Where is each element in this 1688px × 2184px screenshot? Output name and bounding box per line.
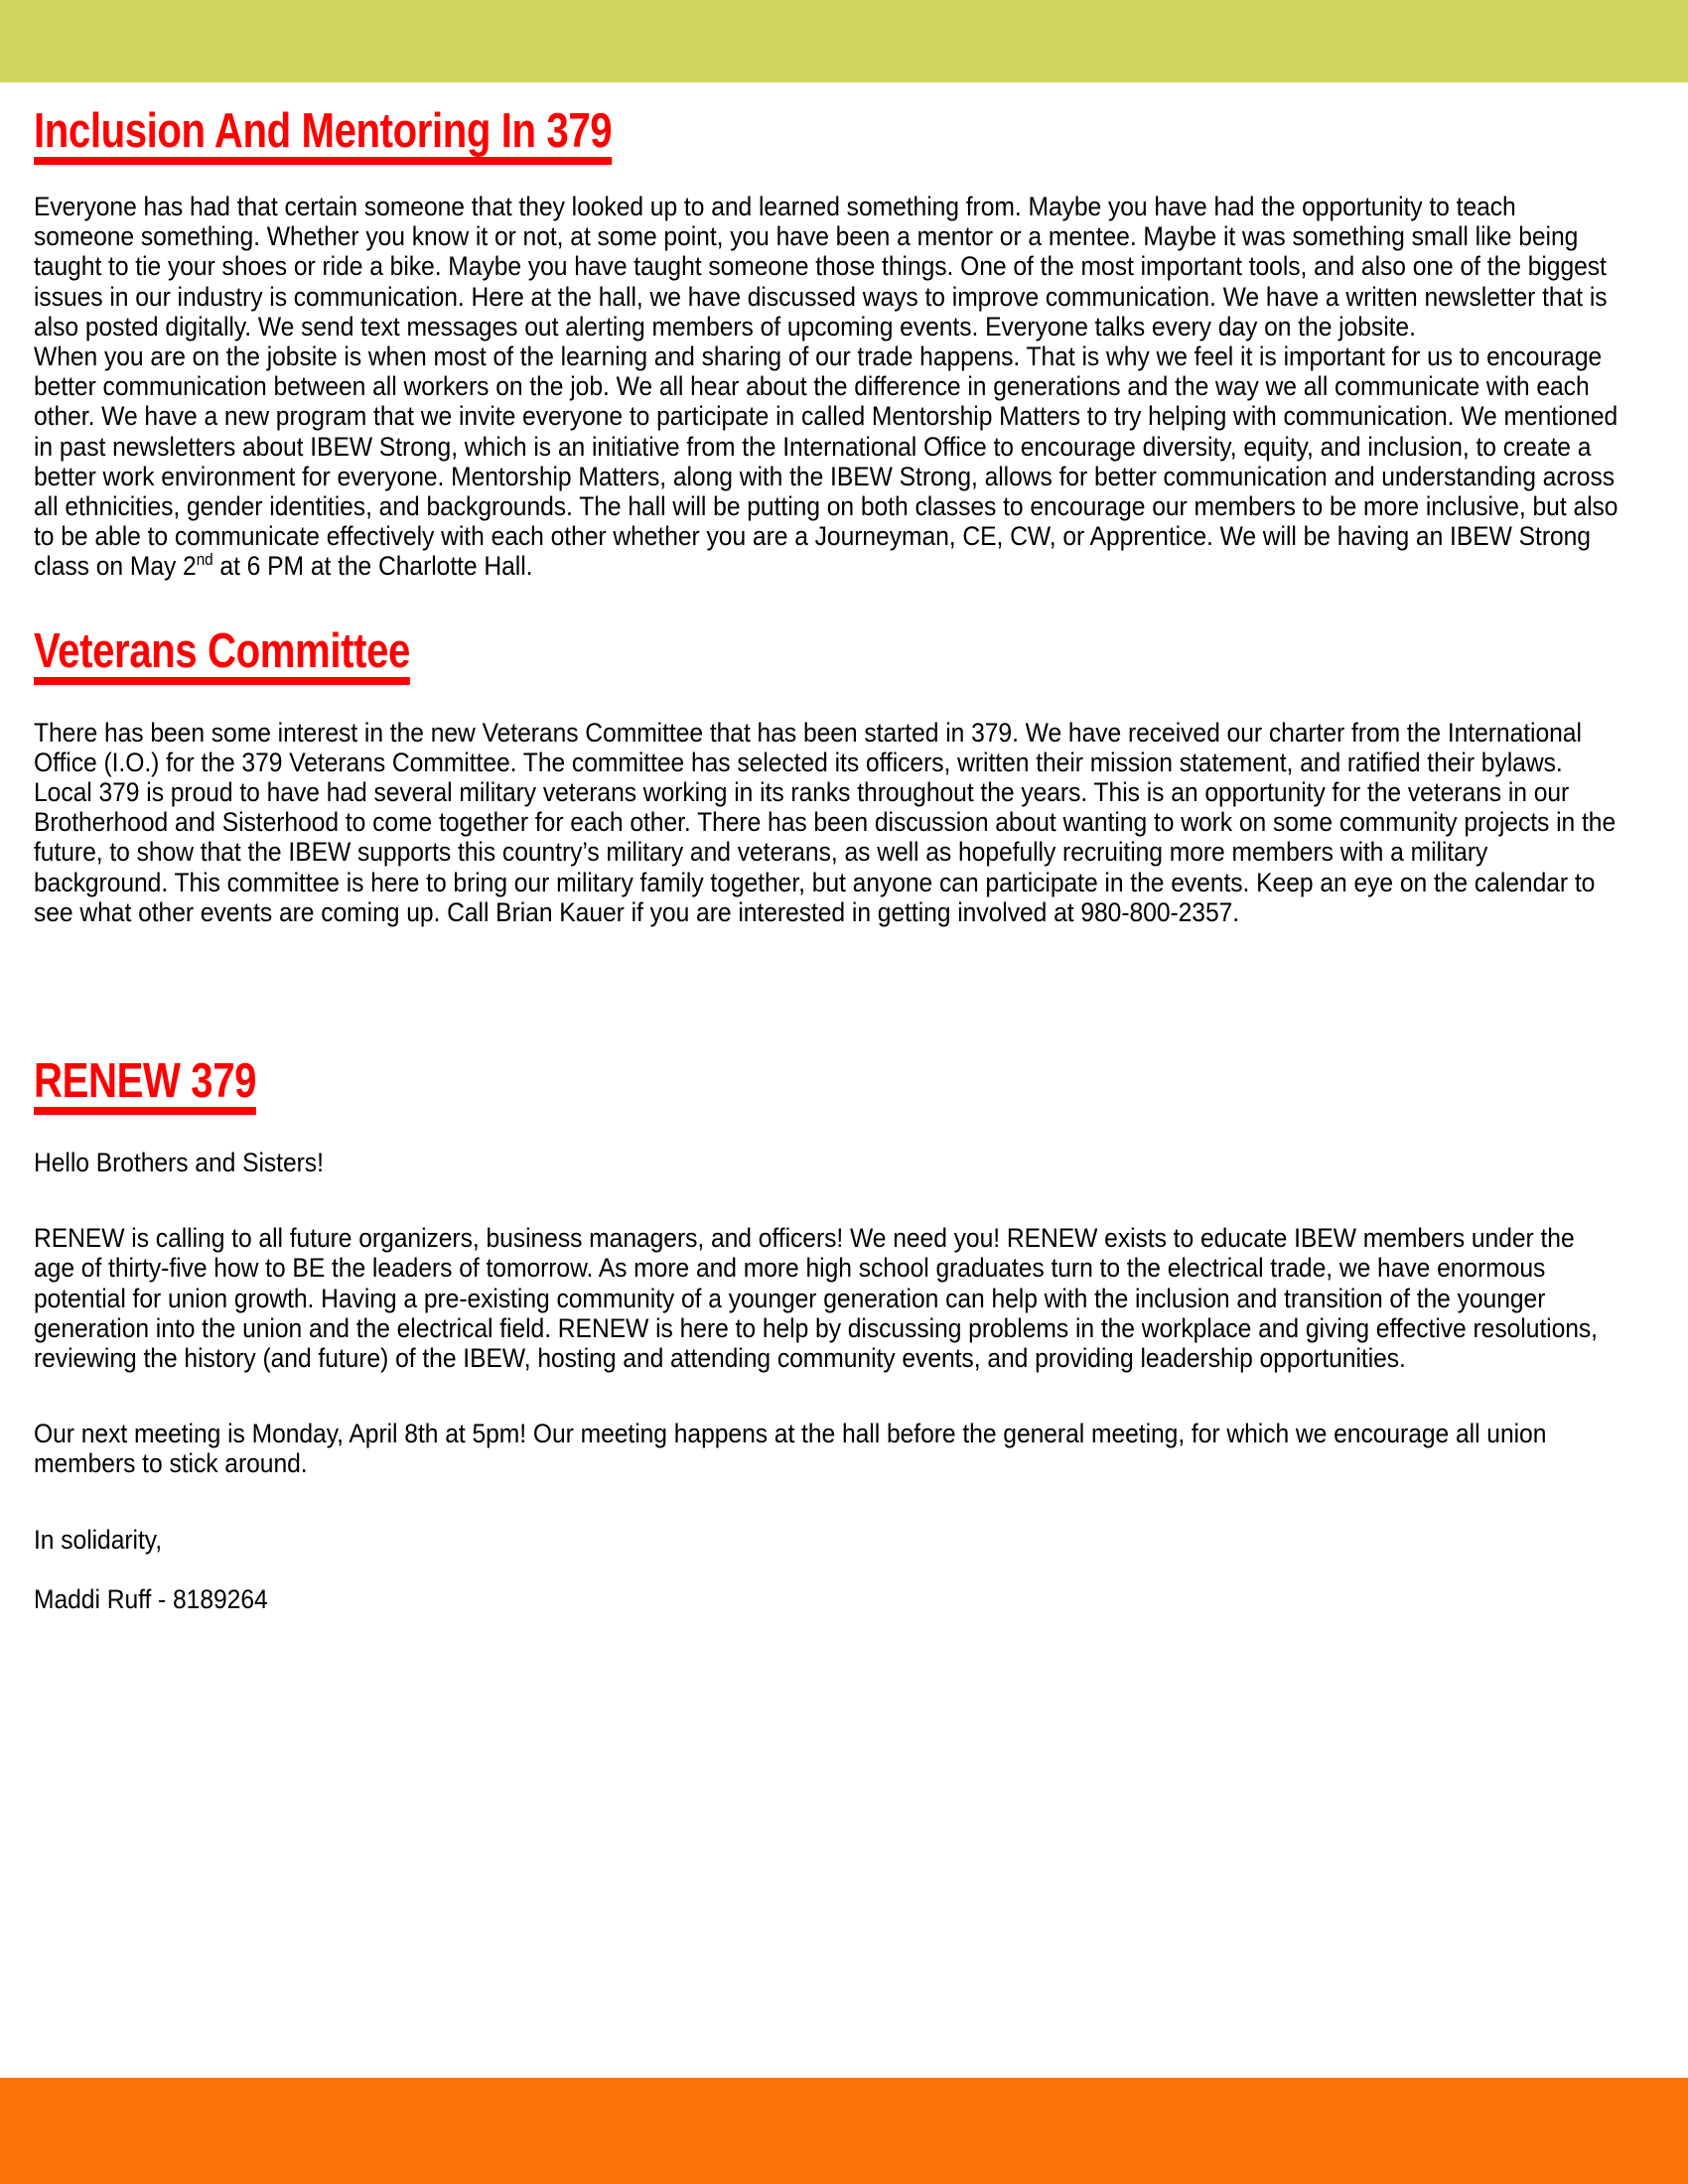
top-color-band	[0, 0, 1688, 82]
renew-closing: In solidarity,	[34, 1524, 163, 1555]
renew-heading-wrap	[34, 927, 1622, 1115]
newsletter-content	[34, 82, 1622, 1614]
inclusion-paragraph-2-part-2: at 6 PM at the Charlotte Hall.	[212, 551, 533, 582]
inclusion-date-ordinal: nd	[196, 551, 213, 570]
spacer	[34, 1555, 1622, 1584]
inclusion-heading-wrap	[34, 82, 1622, 165]
bottom-color-band	[0, 2078, 1688, 2184]
renew-paragraph-1: RENEW is calling to all future organizers, business managers, and officers! We need you! RENEW exists to educate IBEW members under the age of thirty-five how to BE the leaders of tomorrow. As more and more high school graduates turn to the electrical trade, we have enormous potential for union growth. Having a pre-existing community of a younger generation can help with the inclusion and transition of the younger generation into the union and the electrical field. RENEW is here to help by discussing problems in the workplace and giving effective resolutions, reviewing the history (and future) of the IBEW, hosting and attending community events, and providing leadership opportunities.	[34, 1223, 1598, 1373]
inclusion-paragraph-2-part-1: When you are on the jobsite is when most of the learning and sharing of our trade happens. That is why we feel it is important for us to encourage better communication between all workers on the job. We all hear about the difference in generations and the way we all communicate with each other. We have a new program that we invite everyone to participate in called Mentorship Matters to try helping with communication. We mentioned in past newsletters about IBEW Strong, which is an initiative from the International Office to encourage diversity, equity, and inclusion, to create a better work environment for everyone. Mentorship Matters, along with the IBEW Strong, allows for better communication and understanding across all ethnicities, gender identities, and backgrounds. The hall will be putting on both classes to encourage our members to be more inclusive, but also to be able to communicate effectively with each other whether you are a Journeyman, CE, CW, or Apprentice. We will be having an IBEW Strong class on May 2	[34, 341, 1618, 582]
inclusion-paragraph-2	[34, 341, 1620, 582]
spacer	[34, 1479, 1622, 1525]
inclusion-paragraph-1: Everyone has had that certain someone that they looked up to and learned something from. Maybe you have had the opportunity to teach someone something. Whether you know it or not, at some point, you have been a mentor or a mentee. Maybe it was something small like being taught to tie your shoes or ride a bike. Maybe you have taught someone those things. One of the most important tools, and also one of the biggest issues in our industry is communication. Here at the hall, we have discussed ways to improve communication. We have a written newsletter that is also posted digitally. We send text messages out alerting members of upcoming events. Everyone talks every day on the jobsite.	[34, 191, 1608, 341]
spacer	[34, 1373, 1622, 1419]
renew-signature: Maddi Ruff - 8189264	[34, 1583, 268, 1614]
veterans-heading-wrap	[34, 582, 1622, 685]
renew-greeting: Hello Brothers and Sisters!	[34, 1147, 324, 1177]
heading-veterans-committee: Veterans Committee	[34, 626, 410, 685]
heading-renew-379: RENEW 379	[34, 1056, 256, 1115]
spacer	[34, 1177, 1622, 1223]
veterans-paragraph-1: There has been some interest in the new Veterans Committee that has been started in 379. We have received our charter from the International Office (I.O.) for the 379 Veterans Committee. The committee has selected its officers, written their mission statement, and ratified their bylaws. Local 379 is proud to have had several military veterans working in its ranks throughout the years. This is an opportunity for the veterans in our Brotherhood and Sisterhood to come together for each other. There has been discussion about wanting to work on some community projects in the future, to show that the IBEW supports this country’s military and veterans, as well as hopefully recruiting more members with a military background. This committee is here to bring our military family together, but anyone can participate in the events. Keep an eye on the calendar to see what other events are coming up. Call Brian Kauer if you are interested in getting involved at 980-800-2357.	[34, 717, 1617, 927]
renew-paragraph-2: Our next meeting is Monday, April 8th at 5pm! Our meeting happens at the hall before the general meeting, for which we encourage all union members to stick around.	[34, 1419, 1547, 1479]
heading-inclusion-and-mentoring: Inclusion And Mentoring In 379	[34, 106, 612, 165]
